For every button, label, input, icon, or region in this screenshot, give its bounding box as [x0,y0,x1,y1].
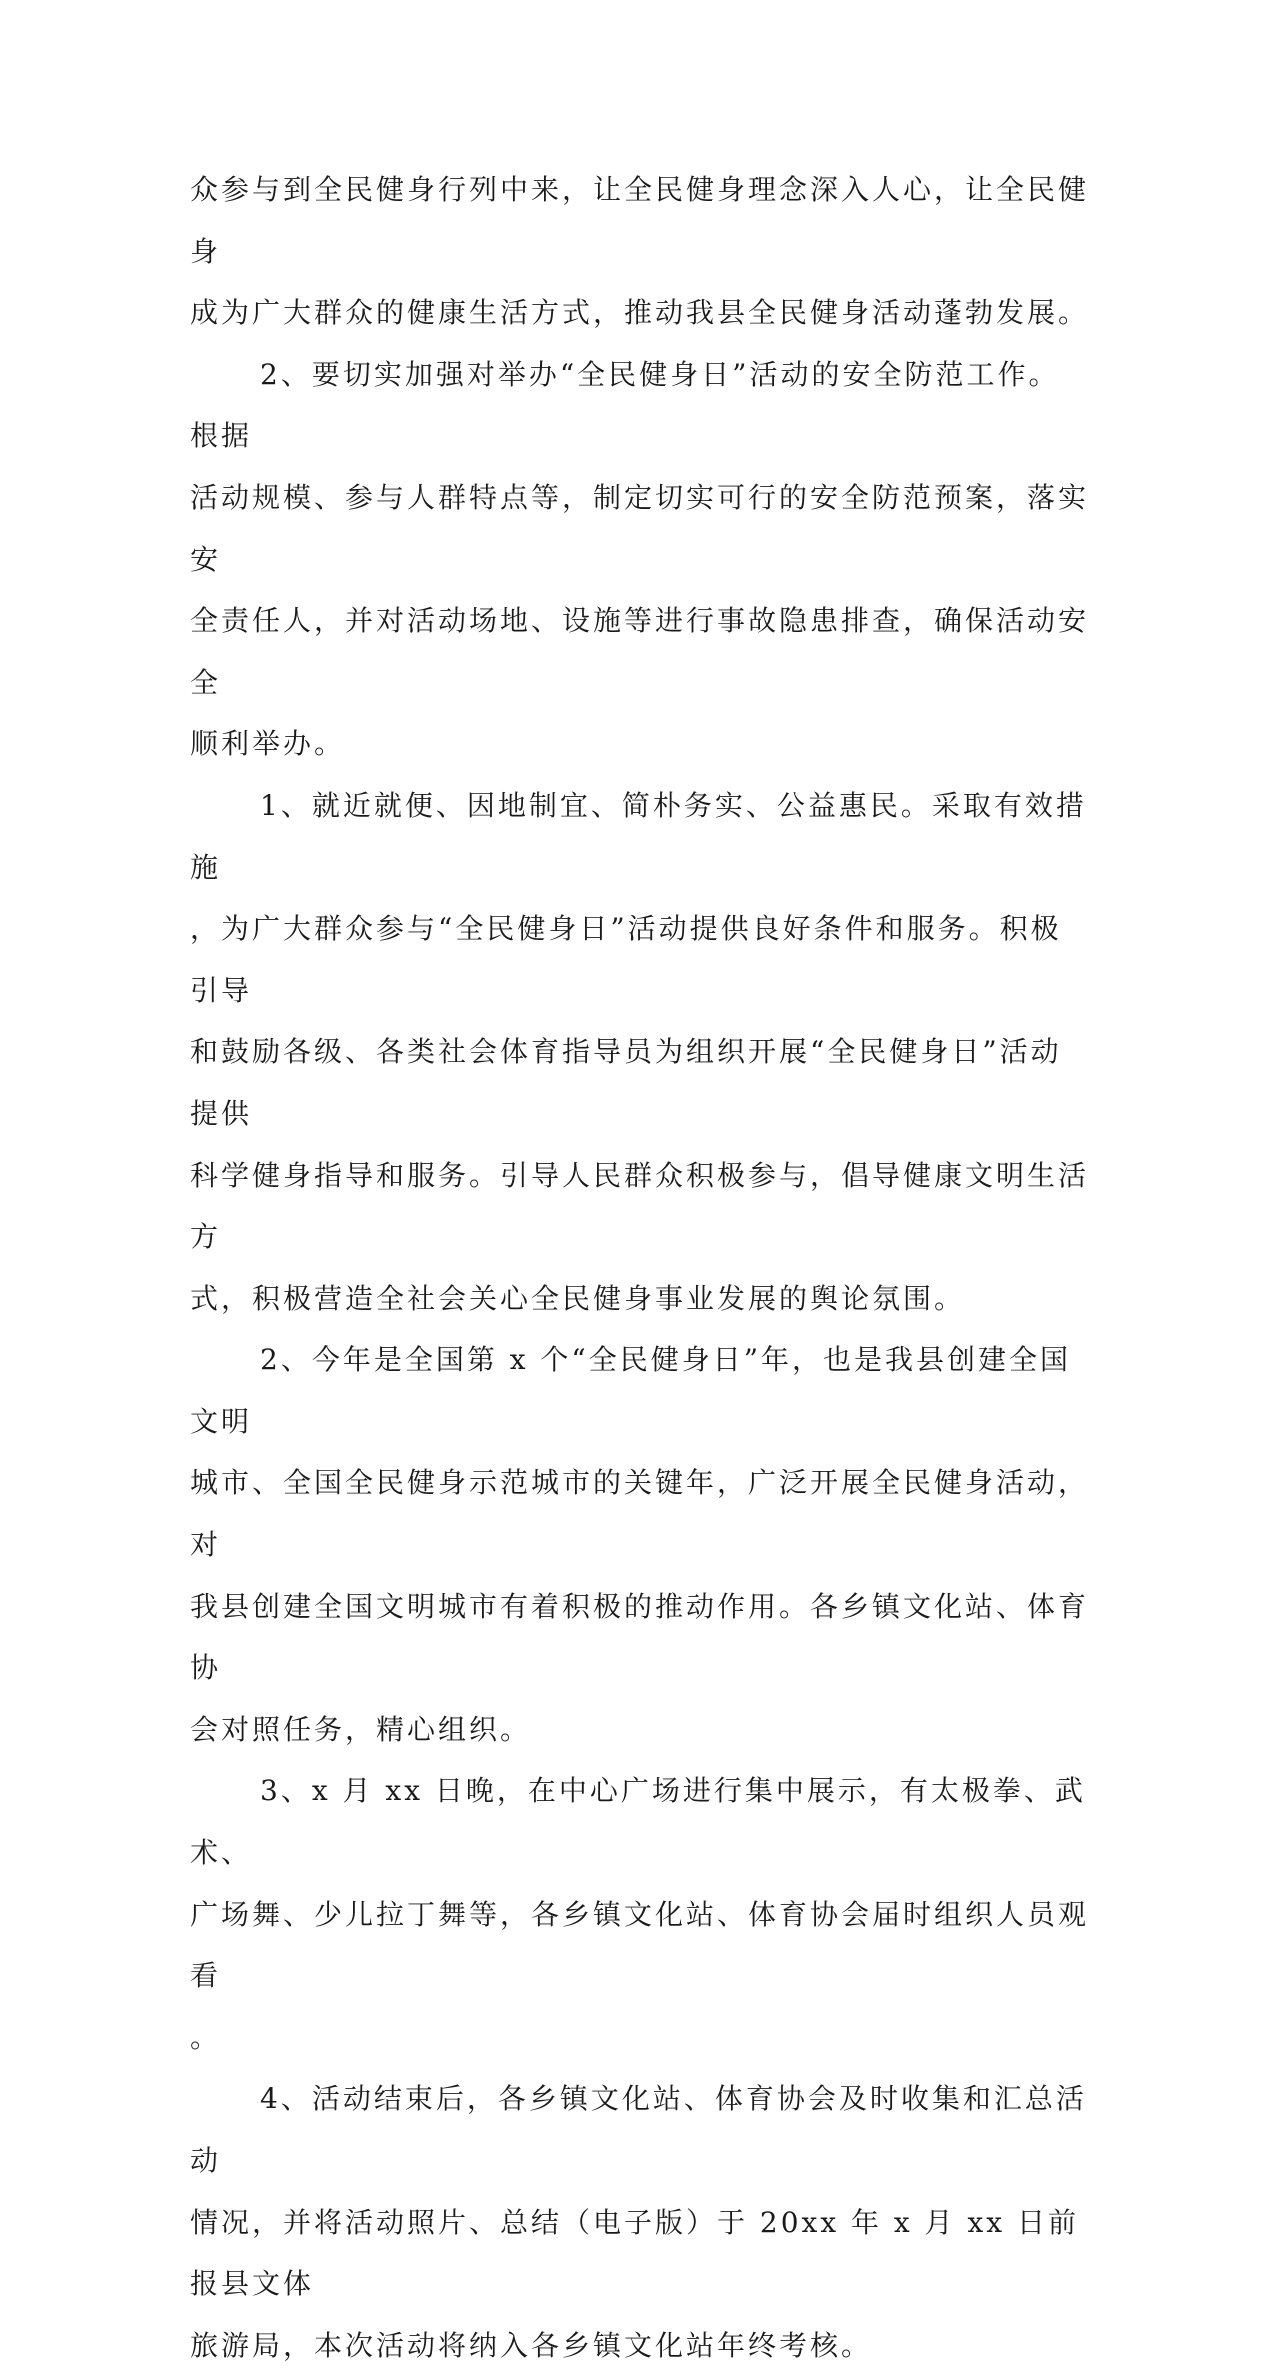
text-line: 情况，并将活动照片、总结（电子版）于 20xx 年 x 月 xx 日前报县文体 [190,2205,1079,2301]
text-line: 式，积极营造全社会关心全民健身事业发展的舆论氛围。 [190,1281,966,1315]
text-line: 顺利举办。 [190,727,346,761]
text-line: 3、x 月 xx 日晚，在中心广场进行集中展示，有太极拳、武术、 [190,1774,1086,1870]
document-body [190,159,1090,2376]
text-line: 城市、全国全民健身示范城市的关键年，广泛开展全民健身活动，对 [190,1466,1090,1562]
text-line: 成为广大群众的健康生活方式，推动我县全民健身活动蓬勃发展。 [190,296,1090,330]
paragraph-principles [190,775,1090,1329]
text-line: 全责任人，并对活动场地、设施等进行事故隐患排查，确保活动安全 [190,604,1090,699]
text-line: 旅游局，本次活动将纳入各乡镇文化站年终考核。 [190,2328,873,2362]
text-line: 2、今年是全国第 x 个“全民健身日”年，也是我县创建全国文明 [190,1343,1072,1438]
text-line: ，为广大群众参与“全民健身日”活动提供良好条件和服务。积极引导 [190,912,1062,1007]
text-line: 4、活动结束后，各乡镇文化站、体育协会及时收集和汇总活动 [190,2082,1087,2177]
paragraph-background [190,1329,1090,1760]
text-line: 2、要切实加强对举办“全民健身日”活动的安全防范工作。根据 [190,357,1060,453]
paragraph-reporting [190,2068,1090,2376]
text-line: 1、就近就便、因地制宜、简朴务实、公益惠民。采取有效措施 [190,788,1087,884]
paragraph-safety [190,344,1090,775]
text-line: 和鼓励各级、各类社会体育指导员为组织开展“全民健身日”活动提供 [190,1035,1062,1130]
text-line: 我县创建全国文明城市有着积极的推动作用。各乡镇文化站、体育协 [190,1589,1090,1685]
text-line: 。 [190,2020,222,2054]
text-line: 会对照任务，精心组织。 [190,1712,532,1746]
paragraph-showcase [190,1760,1090,2068]
text-line: 活动规模、参与人群特点等，制定切实可行的安全防范预案，落实安 [190,480,1090,576]
text-line: 众参与到全民健身行列中来，让全民健身理念深入人心，让全民健身 [190,173,1090,268]
text-line: 广场舞、少儿拉丁舞等，各乡镇文化站、体育协会届时组织人员观看 [190,1897,1090,1993]
paragraph-continuation [190,159,1090,344]
text-line: 科学健身指导和服务。引导人民群众积极参与，倡导健康文明生活方 [190,1158,1090,1254]
